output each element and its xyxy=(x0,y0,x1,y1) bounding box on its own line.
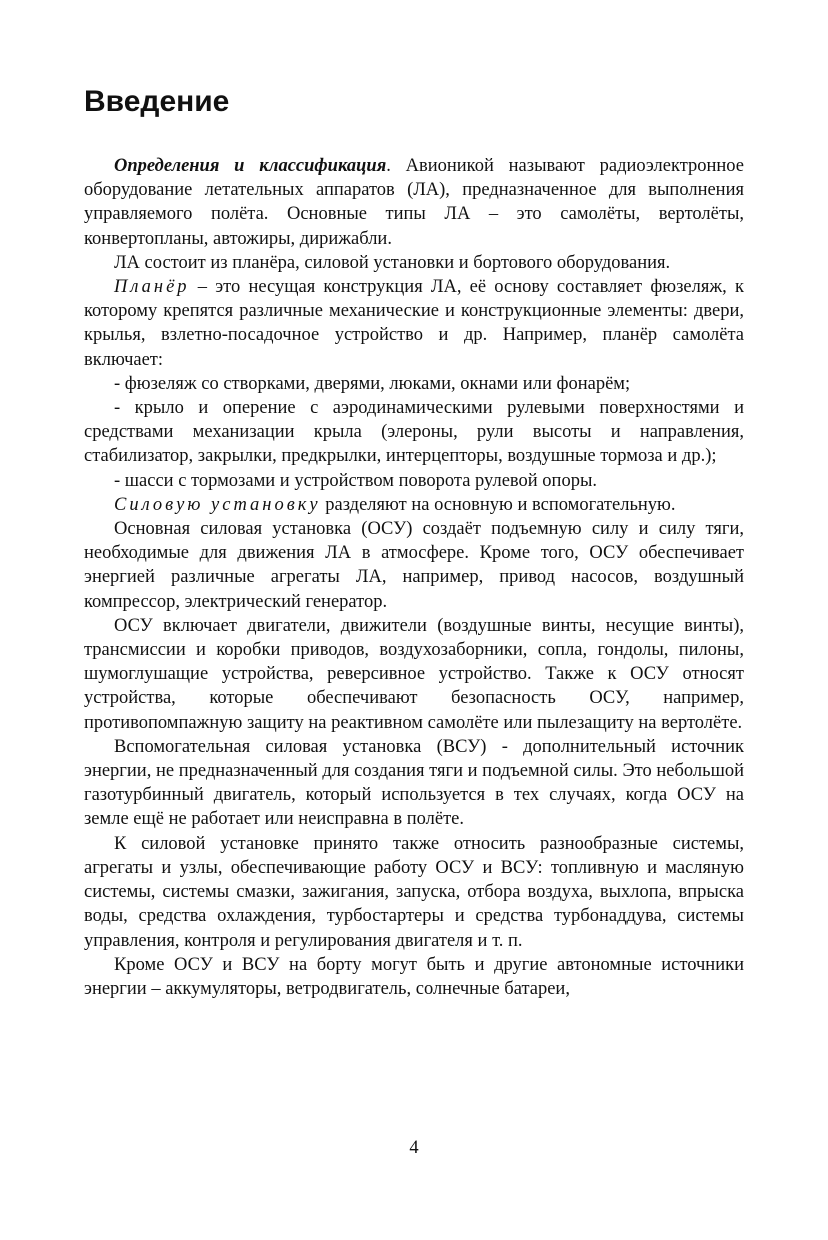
paragraph-structure: ЛА состоит из планёра, силовой установки и бортового оборудования. xyxy=(114,252,671,273)
page-content xyxy=(84,80,744,1001)
list-item-fuselage: - фюзеляж со створками, дверями, люками, окнами или фонарём; xyxy=(114,373,631,394)
definitions-lead: Определения и классификация xyxy=(114,156,387,176)
power-plant-term: Силовую установку xyxy=(114,494,321,515)
airframe-text: – это несущая конструкция ЛА, её основу составляет фюзеляж, к которому крепятся различные механические и конструкционные элементы: двери, крылья, взлетно-посадочное устройство и др. Например, планёр самолёта включает: xyxy=(84,277,744,370)
paragraph-power-plant-systems: К силовой установке принято также относить разнообразные системы, агрегаты и узлы, обеспечивающие работу ОСУ и ВСУ: топливную и масляную системы, системы смазки, зажигания, запуска, отбора воздуха, выхлопа, впрыска воды, средства охлаждения, турбостартеры и средства турбонаддува, системы управления, контроля и регулирования двигателя и т. п. xyxy=(84,833,744,951)
paragraph-definitions xyxy=(84,154,744,251)
page-number: 4 xyxy=(409,1138,419,1158)
paragraph-power-plant xyxy=(84,493,744,517)
list-item-wing: - крыло и оперение с аэродинамическими рулевыми поверхностями и средствами механизации крыла (элероны, рули высоты и направления, стабилизатор, закрылки, предкрылки, интерцепторы, воздушные тормоза и др.); xyxy=(84,398,744,467)
power-plant-text: разделяют на основную и вспомогательную. xyxy=(320,494,676,515)
airframe-term: Планёр xyxy=(114,277,190,298)
paragraph-main-power-plant: Основная силовая установка (ОСУ) создаёт подъемную силу и силу тяги, необходимые для движения ЛА в атмосфере. Кроме того, ОСУ обеспечивает энергией различные агрегаты ЛА, например, привод насосов, воздушный компрессор, электрический генератор. xyxy=(84,519,744,612)
paragraph-main-power-plant-components: ОСУ включает двигатели, движители (воздушные винты, несущие винты), трансмиссии и коробки приводов, воздухозаборники, сопла, гондолы, пилоны, шумоглушащие устройства, реверсивное устройство. Также к ОСУ относят устройства, которые обеспечивают безопасность ОСУ, например, противопомпажную защиту на реактивном самолёте или пылезащиту на вертолёте. xyxy=(84,615,744,733)
body-text xyxy=(84,154,744,1001)
chapter-title: Введение xyxy=(84,85,230,118)
paragraph-airframe xyxy=(84,275,744,372)
paragraph-energy-sources: Кроме ОСУ и ВСУ на борту могут быть и другие автономные источники энергии – аккумуляторы, ветродвигатель, солнечные батареи, xyxy=(84,954,744,999)
list-item-landing-gear: - шасси с тормозами и устройством поворота рулевой опоры. xyxy=(114,470,598,491)
definitions-text: . Авионикой называют радиоэлектронное оборудование летательных аппаратов (ЛА), предназначенное для выполнения управляемого полёта. Основные типы ЛА – это самолёты, вертолёты, конвертопланы, автожиры, дирижабли. xyxy=(84,156,744,249)
paragraph-auxiliary-power-unit: Вспомогательная силовая установка (ВСУ) - дополнительный источник энергии, не предназначенный для создания тяги и подъемной силы. Это небольшой газотурбинный двигатель, который используется в тех случаях, когда ОСУ на земле ещё не работает или неисправна в полёте. xyxy=(84,736,744,830)
